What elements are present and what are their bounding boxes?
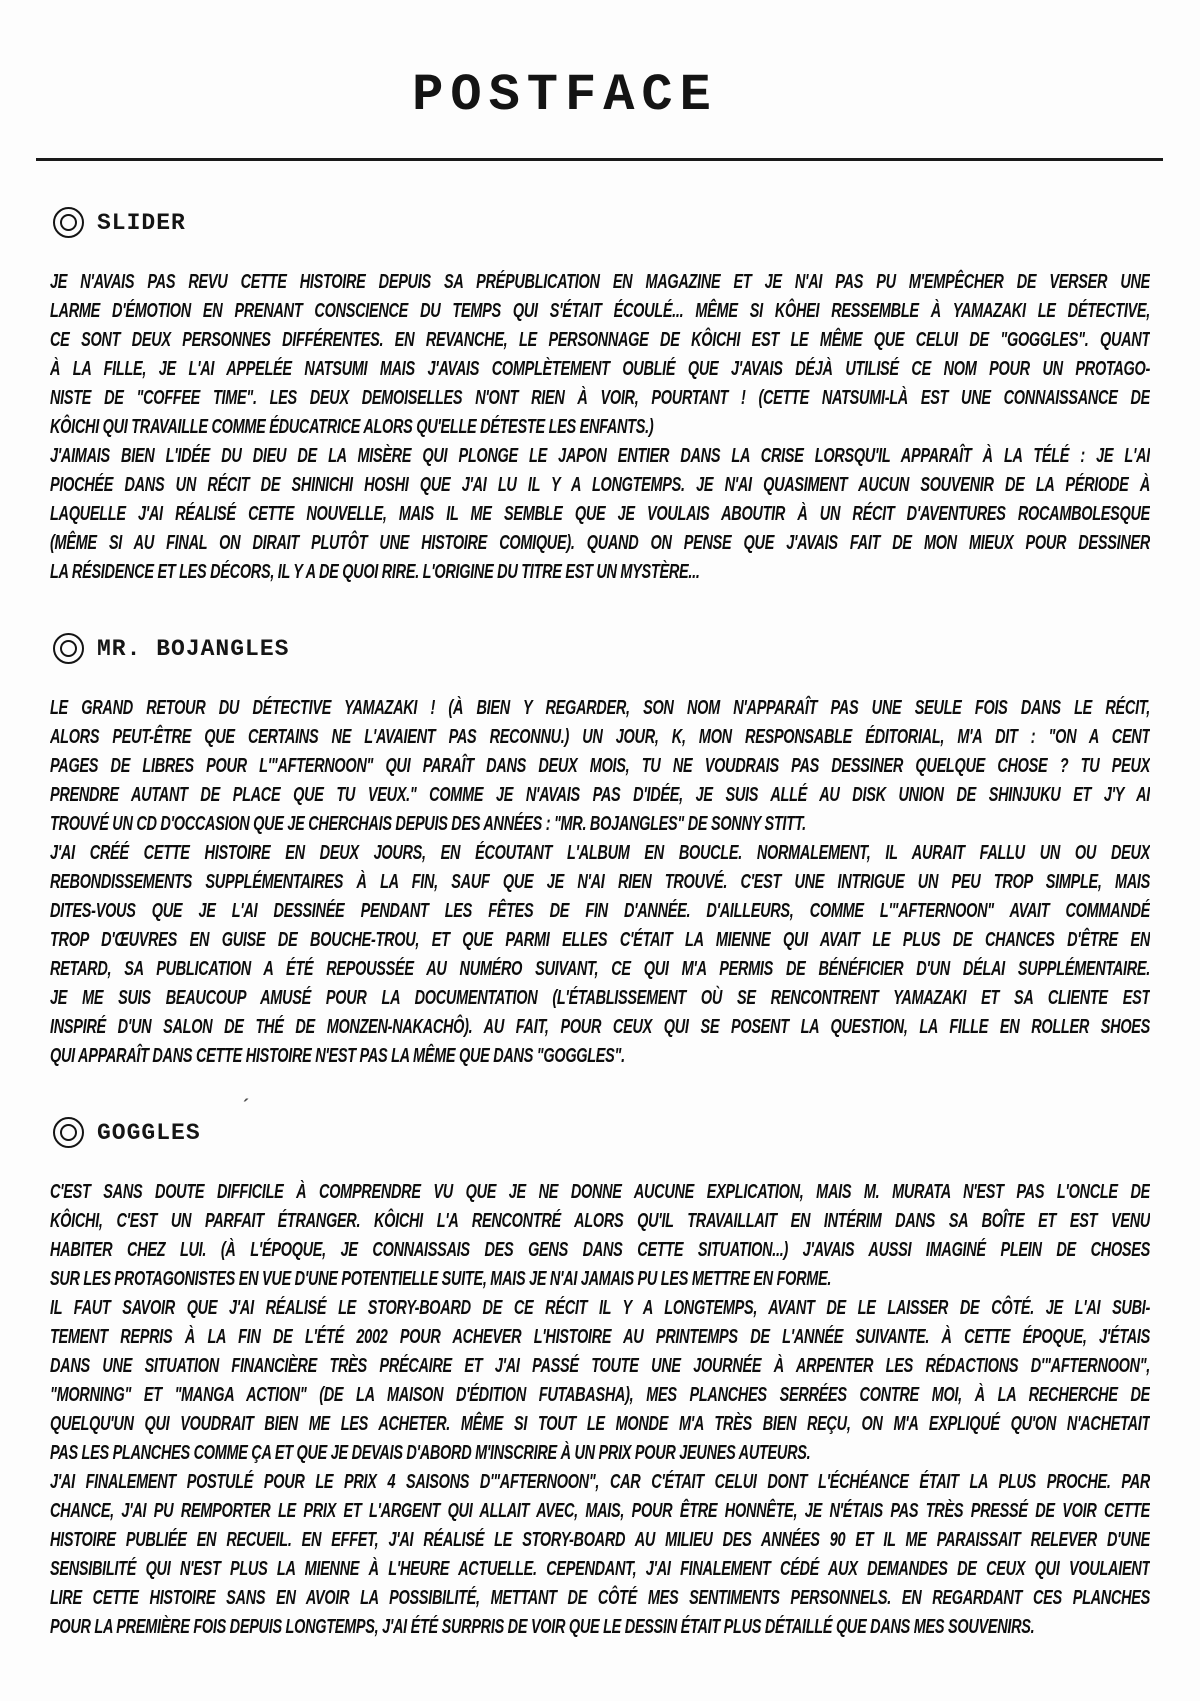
text-line: SUR LES PROTAGONISTES EN VUE D'UNE POTENTIELLE SUITE, MAIS JE N'AI JAMAIS PU LES METTRE EN FORME.	[50, 1268, 832, 1290]
text-line: REBONDISSEMENTS SUPPLÉMENTAIRES À LA FIN, SAUF QUE JE N'AI RIEN TROUVÉ. C'EST UNE INTRIGUE UN PEU TROP SIMPLE, MAIS	[50, 871, 1151, 893]
text-line: LIRE CETTE HISTOIRE SANS EN AVOIR LA POSSIBILITÉ, METTANT DE CÔTÉ MES SENTIMENTS PERSONNELS. EN REGARDANT CES PLANCHES	[50, 1587, 1151, 1609]
text-line: J'AIMAIS BIEN L'IDÉE DU DIEU DE LA MISÈRE QUI PLONGE LE JAPON ENTIER DANS LA CRISE LORSQU'IL APPARAÎT À LA TÉLÉ : JE L'AI	[50, 445, 1151, 467]
text-line: PAGES DE LIBRES POUR L'"AFTERNOON" QUI PARAÎT DANS DEUX MOIS, TU NE VOUDRAIS PAS DESSINER QUELQUE CHOSE ? TU PEUX	[50, 755, 1151, 777]
text-line: TROP D'ŒUVRES EN GUISE DE BOUCHE-TROU, ET QUE PARMI ELLES C'ÉTAIT LA MIENNE QUI AVAIT LE PLUS DE CHANCES D'ÊTRE EN	[50, 929, 1151, 951]
text-line: PAS LES PLANCHES COMME ÇA ET QUE JE DEVAIS D'ABORD M'INSCRIRE À UN PRIX POUR JEUNES AUTEURS.	[50, 1442, 811, 1464]
section-title: GOGGLES	[97, 1119, 201, 1146]
text-line: QUELQU'UN QUI VOUDRAIT BIEN ME LES ACHETER. MÊME SI TOUT LE MONDE M'A TRÈS BIEN REÇU, ON M'A EXPLIQUÉ QU'ON N'ACHETAIT	[50, 1413, 1151, 1435]
text-line: RETARD, SA PUBLICATION A ÉTÉ REPOUSSÉE AU NUMÉRO SUIVANT, CE QUI M'A PERMIS DE BÉNÉFICIER D'UN DÉLAI SUPPLÉMENTAIRE.	[50, 958, 1151, 980]
text-line: KÔICHI, C'EST UN PARFAIT ÉTRANGER. KÔICHI L'A RENCONTRÉ ALORS QU'IL TRAVAILLAIT EN INTÉRIM DANS SA BOÎTE ET EST VENU	[50, 1210, 1151, 1232]
text-line: JE ME SUIS BEAUCOUP AMUSÉ POUR LA DOCUMENTATION (L'ÉTABLISSEMENT OÙ SE RENCONTRENT YAMAZAKI ET SA CLIENTE EST	[50, 987, 1151, 1009]
text-line: ALORS PEUT-ÊTRE QUE CERTAINS NE L'AVAIENT PAS RECONNU.) UN JOUR, K, MON RESPONSABLE ÉDITORIAL, M'A DIT : "ON A CENT	[50, 726, 1151, 748]
text-line: "MORNING" ET "MANGA ACTION" (DE LA MAISON D'ÉDITION FUTABASHA), MES PLANCHES SERRÉES CONTRE MOI, À LA RECHERCHE DE	[50, 1384, 1151, 1406]
section-title: SLIDER	[97, 209, 186, 236]
text-line: NISTE DE "COFFEE TIME". LES DEUX DEMOISELLES N'ONT RIEN À VOIR, POURTANT ! (CETTE NATSUMI-LÀ EST UNE CONNAISSANCE DE	[50, 387, 1151, 409]
text-line: POUR LA PREMIÈRE FOIS DEPUIS LONGTEMPS, J'AI ÉTÉ SURPRIS DE VOIR QUE LE DESSIN ÉTAIT PLUS DÉTAILLÉ QUE DANS MES SOUVENIRS.	[50, 1616, 1035, 1638]
text-line: LA RÉSIDENCE ET LES DÉCORS, IL Y A DE QUOI RIRE. L'ORIGINE DU TITRE EST UN MYSTÈRE...	[50, 561, 700, 583]
section-body	[0, 1178, 1200, 1642]
text-line: KÔICHI QUI TRAVAILLE COMME ÉDUCATRICE ALORS QU'ELLE DÉTESTE LES ENFANTS.)	[50, 416, 654, 438]
text-line: LE GRAND RETOUR DU DÉTECTIVE YAMAZAKI ! (À BIEN Y REGARDER, SON NOM N'APPARAÎT PAS UNE SEULE FOIS DANS LE RÉCIT,	[50, 697, 1151, 719]
text-line: PRENDRE AUTANT DE PLACE QUE TU VEUX." COMME JE N'AVAIS PAS D'IDÉE, JE SUIS ALLÉ AU DISK UNION DE SHINJUKU ET J'Y AI	[50, 784, 1151, 806]
text-line: JE N'AVAIS PAS REVU CETTE HISTOIRE DEPUIS SA PRÉPUBLICATION EN MAGAZINE ET JE N'AI PAS PU M'EMPÊCHER DE VERSER UNE	[50, 271, 1151, 293]
text-line: LAQUELLE J'AI RÉALISÉ CETTE NOUVELLE, MAIS IL ME SEMBLE QUE JE VOULAIS ABOUTIR À UN RÉCIT D'AVENTURES ROCAMBOLESQUE	[50, 503, 1151, 525]
text-line: DANS UNE SITUATION FINANCIÈRE TRÈS PRÉCAIRE ET J'AI PASSÉ TOUTE UNE JOURNÉE À ARPENTER LES RÉDACTIONS D'"AFTERNOON",	[50, 1355, 1151, 1377]
text-line: (MÊME SI AU FINAL ON DIRAIT PLUTÔT UNE HISTOIRE COMIQUE). QUAND ON PENSE QUE J'AVAIS FAIT DE MON MIEUX POUR DESSINER	[50, 532, 1151, 554]
text-line: TEMENT REPRIS À LA FIN DE L'ÉTÉ 2002 POUR ACHEVER L'HISTOIRE AU PRINTEMPS DE L'ANNÉE SUIVANTE. À CETTE ÉPOQUE, J'ÉTAIS	[50, 1326, 1151, 1348]
section-title: MR. BOJANGLES	[97, 635, 290, 662]
section-heading	[53, 633, 1200, 664]
text-line: PIOCHÉE DANS UN RÉCIT DE SHINICHI HOSHI QUE J'AI LU IL Y A LONGTEMPS. JE N'AI QUASIMENT AUCUN SOUVENIR DE LA PÉRIODE À	[50, 474, 1151, 496]
sections	[0, 207, 1200, 1642]
section-body	[0, 694, 1200, 1071]
text-line: CHANCE, J'AI PU REMPORTER LE PRIX ET L'ARGENT QUI ALLAIT AVEC, MAIS, POUR ÊTRE HONNÊTE, JE N'ÉTAIS PAS TRÈS PRESSÉ DE VOIR CETTE	[50, 1500, 1151, 1522]
section	[0, 1117, 1200, 1642]
section-body	[0, 268, 1200, 587]
text-line: J'AI CRÉÉ CETTE HISTOIRE EN DEUX JOURS, EN ÉCOUTANT L'ALBUM EN BOUCLE. NORMALEMENT, IL AURAIT FALLU UN OU DEUX	[50, 842, 1151, 864]
page-title: POSTFACE	[412, 66, 718, 125]
section-heading	[53, 207, 1200, 238]
stray-mark: ´	[243, 1096, 249, 1116]
double-circle-icon	[53, 1117, 84, 1148]
text-line: SENSIBILITÉ QUI N'EST PLUS LA MIENNE À L'HEURE ACTUELLE. CEPENDANT, J'AI FINALEMENT CÉDÉ AUX DEMANDES DE CEUX QUI VOULAIENT	[50, 1558, 1151, 1580]
text-line: HABITER CHEZ LUI. (À L'ÉPOQUE, JE CONNAISSAIS DES GENS DANS CETTE SITUATION...) J'AVAIS AUSSI IMAGINÉ PLEIN DE CHOSES	[50, 1239, 1151, 1261]
text-line: HISTOIRE PUBLIÉE EN RECUEIL. EN EFFET, J'AI RÉALISÉ LE STORY-BOARD AU MILIEU DES ANNÉES 90 ET IL ME PARAISSAIT RELEVER D'UNE	[50, 1529, 1151, 1551]
section	[0, 207, 1200, 587]
text-line: LARME D'ÉMOTION EN PRENANT CONSCIENCE DU TEMPS QUI S'ÉTAIT ÉCOULÉ... MÊME SI KÔHEI RESSEMBLE À YAMAZAKI LE DÉTECTIVE,	[50, 300, 1151, 322]
text-line: J'AI FINALEMENT POSTULÉ POUR LE PRIX 4 SAISONS D'"AFTERNOON", CAR C'ÉTAIT CELUI DONT L'ÉCHÉANCE ÉTAIT LA PLUS PROCHE. PAR	[50, 1471, 1151, 1493]
text-line: DITES-VOUS QUE JE L'AI DESSINÉE PENDANT LES FÊTES DE FIN D'ANNÉE. D'AILLEURS, COMME L'"AFTERNOON" AVAIT COMMANDÉ	[50, 900, 1151, 922]
double-circle-icon-inner	[60, 1124, 77, 1141]
text-line: À LA FILLE, JE L'AI APPELÉE NATSUMI MAIS J'AVAIS COMPLÈTEMENT OUBLIÉ QUE J'AVAIS DÉJÀ UTILISÉ CE NOM POUR UN PROTAGO-	[50, 358, 1151, 380]
section	[0, 633, 1200, 1071]
double-circle-icon	[53, 633, 84, 664]
double-circle-icon	[53, 207, 84, 238]
text-line: CE SONT DEUX PERSONNES DIFFÉRENTES. EN REVANCHE, LE PERSONNAGE DE KÔICHI EST LE MÊME QUE CELUI DE "GOGGLES". QUANT	[50, 329, 1151, 351]
text-line: INSPIRÉ D'UN SALON DE THÉ DE MONZEN-NAKACHÔ). AU FAIT, POUR CEUX QUI SE POSENT LA QUESTION, LA FILLE EN ROLLER SHOES	[50, 1016, 1151, 1038]
text-line: QUI APPARAÎT DANS CETTE HISTOIRE N'EST PAS LA MÊME QUE DANS "GOGGLES".	[50, 1045, 625, 1067]
text-line: IL FAUT SAVOIR QUE J'AI RÉALISÉ LE STORY-BOARD DE CE RÉCIT IL Y A LONGTEMPS, AVANT DE LE LAISSER DE CÔTÉ. JE L'AI SUBI-	[50, 1297, 1151, 1319]
text-line: TROUVÉ UN CD D'OCCASION QUE JE CHERCHAIS DEPUIS DES ANNÉES : "MR. BOJANGLES" DE SONNY STITT.	[50, 813, 806, 835]
double-circle-icon-inner	[60, 214, 77, 231]
double-circle-icon-inner	[60, 640, 77, 657]
text-line: C'EST SANS DOUTE DIFFICILE À COMPRENDRE VU QUE JE NE DONNE AUCUNE EXPLICATION, MAIS M. MURATA N'EST PAS L'ONCLE DE	[50, 1181, 1151, 1203]
title-divider	[36, 158, 1163, 161]
section-heading	[53, 1117, 1200, 1148]
